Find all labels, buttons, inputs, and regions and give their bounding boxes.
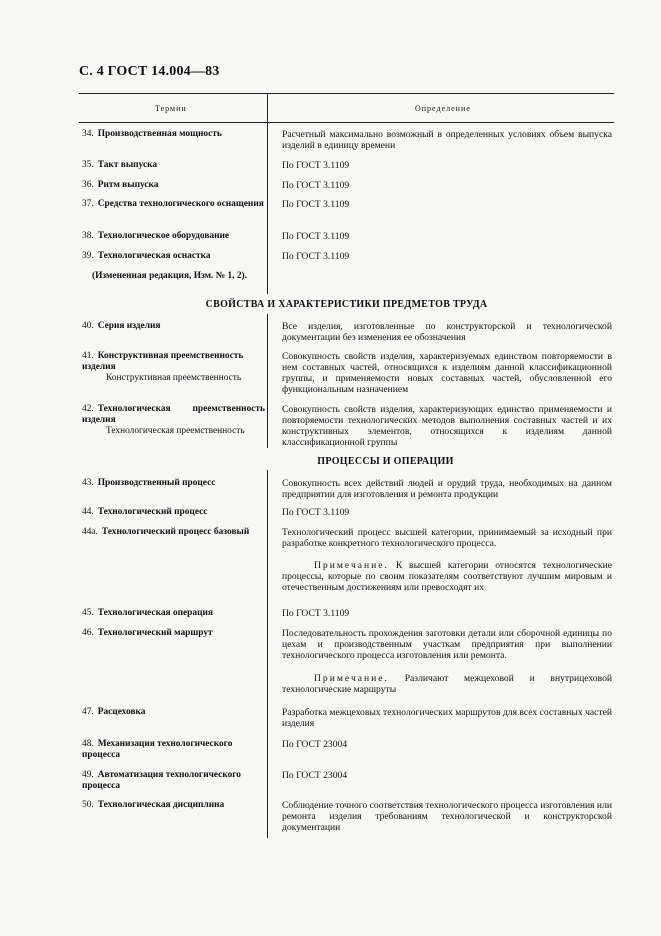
term-name: Производственный процесс [97, 478, 216, 488]
amendment-note: (Измененная редакция, Изм. № 1, 2). [92, 271, 248, 281]
definition-text: Совокупность свойств изделия, характеризующих единство применяемости и повторяемости технологических методов выполнения составных частей и их конструктивных элементов, относящихся к изделиям данной классификационной группы [282, 404, 612, 448]
list-item: 44а. Технологический процесс базовый [82, 527, 250, 537]
definition-text: По ГОСТ 3.1109 [282, 251, 350, 262]
term-name: Технологическая преемственность изделия [82, 404, 265, 425]
term-name: Средства технологического оснащения [97, 199, 264, 209]
term-name: Технологическая дисциплина [97, 800, 225, 810]
term-name: Технологическая операция [97, 608, 213, 618]
note-label: Примечание. [314, 560, 389, 571]
list-item: 36. Ритм выпуска [82, 180, 159, 190]
list-item: 44. Технологический процесс [82, 507, 208, 517]
column-divider [267, 122, 268, 294]
term-name: Технологическая оснастка [97, 251, 211, 261]
column-header-definition: Определение [415, 104, 471, 113]
list-item: 50. Технологическая дисциплина [82, 800, 225, 810]
note-label: Примечание. [314, 673, 389, 684]
list-item: 39. Технологическая оснастка [82, 251, 211, 261]
list-item: 43. Производственный процесс [82, 478, 216, 488]
section-heading: СВОЙСТВА И ХАРАКТЕРИСТИКИ ПРЕДМЕТОВ ТРУДА [205, 299, 488, 310]
note-text: Примечание. Различают межцеховой и внутрицеховой технологические маршруты [282, 673, 613, 695]
column-divider [267, 470, 268, 838]
list-item: 38. Технологическое оборудование [82, 231, 230, 241]
list-item: 41. Конструктивная преемственность изделия Конструктивная преемственность [82, 351, 265, 384]
term-name: Серия изделия [97, 321, 161, 331]
list-item: 34. Производственная мощность [82, 129, 222, 139]
term-name: Технологический процесс [97, 507, 208, 517]
definition-text: Все изделия, изготовленные по конструкторской и технологической документации без изменения ее обозначения [282, 321, 612, 343]
table-top-rule [79, 93, 614, 94]
list-item: 47. Расцеховка [82, 707, 146, 717]
definition-text: Соблюдение точного соответствия технологического процесса изготовления или ремонта изделия требованиям технологической и конструкторской документации [282, 800, 612, 833]
list-item: 40. Серия изделия [82, 321, 161, 331]
list-item: 45. Технологическая операция [82, 608, 213, 618]
definition-text: По ГОСТ 3.1109 [282, 608, 350, 619]
header-column-divider [267, 93, 268, 122]
term-name: Такт выпуска [97, 160, 158, 170]
page-header: С. 4 ГОСТ 14.004—83 [79, 64, 220, 79]
definition-text: По ГОСТ 23004 [282, 739, 348, 750]
definition-text: По ГОСТ 3.1109 [282, 199, 350, 210]
definition-text: Технологический процесс высшей категории, принимаемый за исходный при разработке конкретного технологического процесса. [282, 527, 612, 549]
definition-text: По ГОСТ 3.1109 [282, 507, 350, 518]
term-name: Технологический маршрут [97, 628, 213, 638]
list-item: 35. Такт выпуска [82, 160, 158, 170]
definition-text: Разработка межцеховых технологических маршрутов для всех составных частей изделия [282, 707, 612, 729]
term-name: Автоматизация технологического процесса [82, 770, 241, 791]
definition-text: Совокупность всех действий людей и орудий труда, необходимых на данном предприятии для изготовления и ремонта продукции [282, 478, 612, 500]
list-item: 49. Автоматизация технологического процесса [82, 770, 241, 791]
term-name: Расцеховка [97, 707, 146, 717]
definition-text: Расчетный максимально возможный в определенных условиях объем выпуска изделий в единицу времени [282, 129, 612, 151]
table-header-rule [79, 122, 614, 123]
definition-text: Совокупность свойств изделия, характеризуемых единством повторяемости в нем составных частей, относящихся к изделиям данной классификационной группы, и применяемости новых составных частей, обусловленной его функциональным назначением [282, 351, 612, 395]
term-name: Механизация технологического процесса [82, 739, 233, 760]
section-heading: ПРОЦЕССЫ И ОПЕРАЦИИ [317, 456, 454, 467]
note-text: Примечание. К высшей категории относятся технологические процессы, которые по своим показателям соответствуют лучшим мировым и отечественным достижениям или превосходят их [282, 560, 612, 593]
short-term: Конструктивная преемственность [106, 373, 242, 383]
term-name: Технологическое оборудование [97, 231, 230, 241]
term-name: Конструктивная преемственность изделия [82, 351, 244, 372]
definition-text: По ГОСТ 3.1109 [282, 231, 350, 242]
definition-text: По ГОСТ 23004 [282, 770, 348, 781]
list-item: 42. Технологическая преемственность изделия Технологическая преемственность [82, 404, 265, 436]
definition-text: По ГОСТ 3.1109 [282, 160, 350, 171]
column-divider [267, 314, 268, 448]
list-item: 37. Средства технологического оснащения [82, 199, 264, 209]
short-term: Технологическая преемственность [106, 426, 245, 436]
definition-text: По ГОСТ 3.1109 [282, 180, 350, 191]
column-header-term: Термин [155, 104, 187, 113]
definition-text: Последовательность прохождения заготовки детали или сборочной единицы по цехам и производственным участкам предприятия при выполнении технологического процесса изготовления или ремонта. [282, 628, 612, 661]
term-name: Ритм выпуска [97, 180, 159, 190]
term-name: Производственная мощность [97, 129, 222, 139]
list-item: 46. Технологический маршрут [82, 628, 213, 638]
term-name: Технологический процесс базовый [101, 527, 250, 537]
list-item: 48. Механизация технологического процесса [82, 739, 233, 760]
